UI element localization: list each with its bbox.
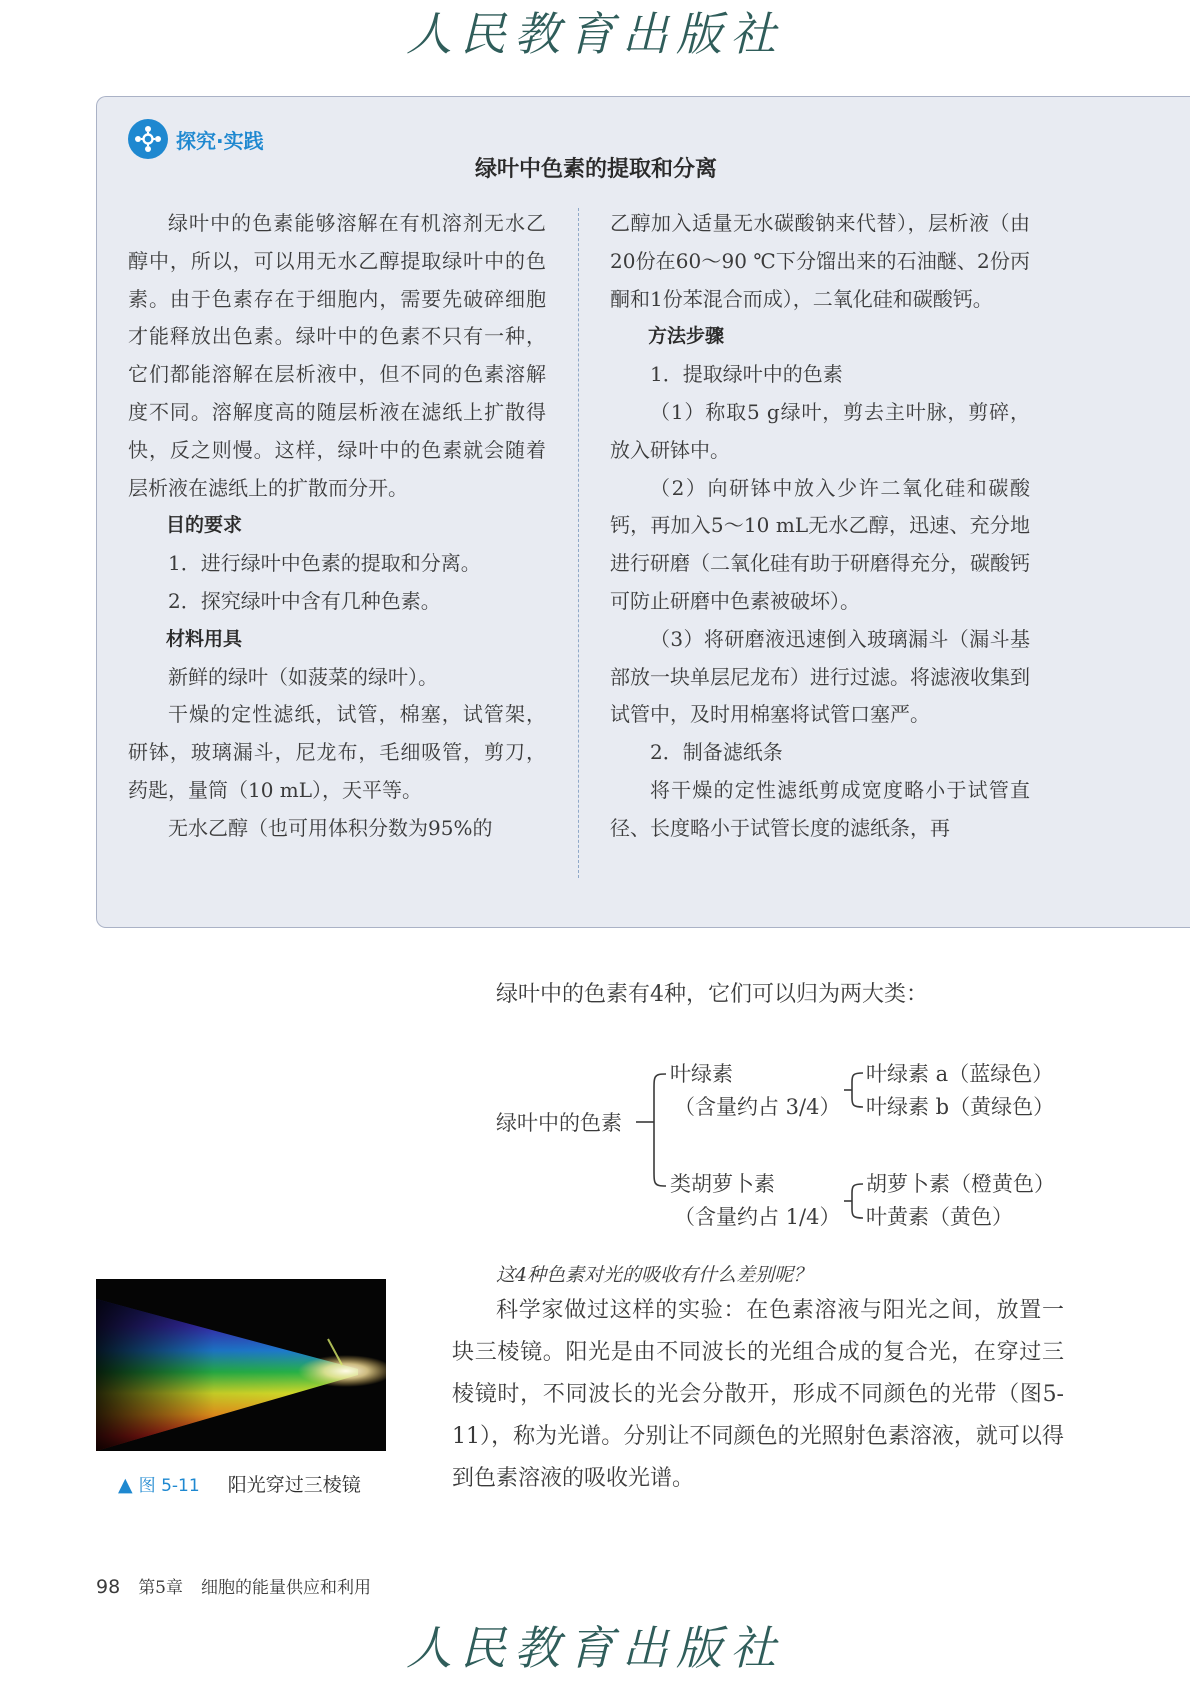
- tree-item: 胡萝卜素（橙黄色）: [866, 1172, 1055, 1196]
- activity-paragraph: 绿叶中的色素能够溶解在有机溶剂无水乙醇中，所以，可以用无水乙醇提取绿叶中的色素。由于色素存在于细胞内，需要先破碎细胞才能释放出色素。绿叶中的色素不只有一种，它们都能溶解在层析液中，但不同的色素溶解度不同。溶解度高的随层析液在滤纸上扩散得快，反之则慢。这样，绿叶中的色素就会随着层析液在滤纸上的扩散而分开。: [128, 211, 546, 500]
- tree-group-carotenoid-share: （含量约占 1/4）: [674, 1205, 841, 1229]
- activity-paragraph: 乙醇加入适量无水碳酸钠来代替），层析液（由20份在60～90 ℃下分馏出来的石油醚、2份丙酮和1份苯混合而成），二氧化硅和碳酸钙。: [610, 211, 1030, 311]
- page-number: 98: [96, 1576, 121, 1598]
- activity-paragraph: 2．制备滤纸条: [650, 740, 783, 765]
- chapter-title: 细胞的能量供应和利用: [201, 1578, 372, 1598]
- tree-group-carotenoid: 类胡萝卜素: [670, 1172, 775, 1196]
- activity-paragraph: （1）称取5 g绿叶，剪去主叶脉，剪碎，放入研钵中。: [610, 399, 1030, 462]
- section-heading: 方法步骤: [648, 325, 725, 348]
- tree-item: 叶绿素 a（蓝绿色）: [866, 1062, 1054, 1086]
- figure-caption-text: 阳光穿过三棱镜: [227, 1474, 361, 1496]
- activity-paragraph: 干燥的定性滤纸，试管，棉塞，试管架，研钵，玻璃漏斗，尼龙布，毛细吸管，剪刀，药匙，量筒（10 mL），天平等。: [128, 702, 546, 802]
- pigment-intro: 绿叶中的色素有4种，它们可以归为两大类：: [496, 982, 928, 1007]
- chapter-number: 第5章: [138, 1578, 184, 1598]
- publisher-logo-top: 人民教育出版社: [406, 7, 784, 61]
- activity-paragraph: 新鲜的绿叶（如菠菜的绿叶）。: [168, 664, 438, 689]
- guiding-question: 这4种色素对光的吸收有什么差别呢？: [496, 1264, 813, 1286]
- activity-title: 绿叶中色素的提取和分离: [474, 157, 717, 182]
- activity-left-column: [128, 205, 546, 848]
- tree-item: 叶黄素（黄色）: [866, 1205, 1013, 1229]
- triangle-marker-icon: ▲: [118, 1474, 133, 1496]
- figure-caption: [118, 1470, 361, 1501]
- prism-spectrum-photo: [96, 1279, 386, 1451]
- activity-paragraph: 2．探究绿叶中含有几种色素。: [168, 588, 441, 613]
- activity-paragraph: 1．提取绿叶中的色素: [650, 362, 843, 387]
- tree-group-chlorophyll-share: （含量约占 3/4）: [674, 1095, 841, 1119]
- section-heading: 材料用具: [166, 627, 243, 650]
- activity-tag-label: 探究·实践: [176, 128, 264, 153]
- tree-root: 绿叶中的色素: [496, 1111, 622, 1135]
- tree-group-chlorophyll: 叶绿素: [670, 1062, 733, 1086]
- publisher-logo-bottom: 人民教育出版社: [406, 1621, 784, 1675]
- activity-paragraph: （2）向研钵中放入少许二氧化硅和碳酸钙，再加入5～10 mL无水乙醇，迅速、充分地进行研磨（二氧化硅有助于研磨得充分，碳酸钙可防止研磨中色素被破坏）。: [610, 475, 1030, 613]
- body-paragraph-container: [452, 1290, 1064, 1500]
- activity-paragraph: （3）将研磨液迅速倒入玻璃漏斗（漏斗基部放一块单层尼龙布）进行过滤。将滤液收集到试管中，及时用棉塞将试管口塞严。: [610, 626, 1030, 727]
- activity-right-column: [610, 205, 1030, 848]
- section-heading: 目的要求: [166, 514, 243, 537]
- figure-number: 图 5-11: [138, 1476, 200, 1496]
- body-paragraph: 科学家做过这样的实验：在色素溶液与阳光之间，放置一块三棱镜。阳光是由不同波长的光组合成的复合光，在穿过三棱镜时，不同波长的光会分散开，形成不同颜色的光带（图5-11），称为光谱。分别让不同颜色的光照射色素溶液，就可以得到色素溶液的吸收光谱。: [452, 1298, 1064, 1491]
- tree-item: 叶绿素 b（黄绿色）: [866, 1095, 1055, 1119]
- page-footer: [96, 1572, 371, 1603]
- column-divider: [578, 208, 579, 878]
- activity-paragraph: 无水乙醇（也可用体积分数为95%的: [168, 815, 493, 840]
- activity-paragraph: 将干燥的定性滤纸剪成宽度略小于试管直径、长度略小于试管长度的滤纸条，再: [610, 777, 1030, 840]
- activity-paragraph: 1．进行绿叶中色素的提取和分离。: [168, 551, 481, 576]
